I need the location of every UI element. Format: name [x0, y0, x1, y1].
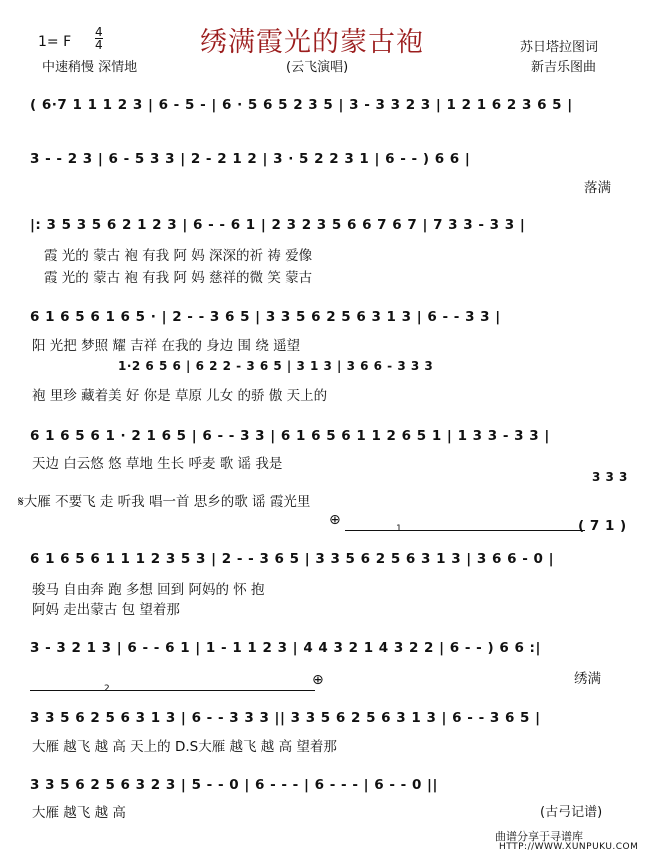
lyric-row-5a: 天边 白云悠 悠 草地 生长 呼麦 歌 谣 我是	[32, 456, 283, 472]
time-sig-top: 4	[95, 25, 103, 39]
score-row-8: 3 3 5 6 2 5 6 3 1 3 | 6 - - 3 3 3 || 3 3 5 6 2 5 6 3 1 3 | 6 - - 3 6 5 |	[30, 710, 541, 726]
lyric-row-5b: 𝄋大雁 不要飞 走 听我 唱一首 思乡的歌 谣 霞光里	[18, 494, 311, 510]
lyric-row-7: 绣满	[574, 671, 601, 687]
score-row-4: 6 1 6 5 6 1 6 5 · | 2 - - 3 6 5 | 3 3 5 6 2 5 6 3 1 3 | 6 - - 3 3 |	[30, 309, 501, 325]
score-row-6: 6 1 6 5 6 1 1 1 2 3 5 3 | 2 - - 3 6 5 | 3 3 5 6 2 5 6 3 1 3 | 3 6 6 - 0 |	[30, 551, 555, 567]
score-row-5-variant: 3 3 3	[592, 470, 628, 484]
coda-sign-icon: ⊕	[329, 512, 341, 528]
score-row-2: 3 - - 2 3 | 6 - 5 3 3 | 2 - 2 1 2 | 3 · 5 2 2 3 1 | 6 - - ) 6 6 |	[30, 151, 471, 167]
key-signature: 1= F	[38, 34, 72, 50]
score-row-4-variant: 1·2 6 5 6 | 6 2 2 - 3 6 5 | 3 1 3 | 3 6 6 - 3 3 3	[118, 359, 434, 373]
score-row-9: 3 3 5 6 2 5 6 3 2 3 | 5 - - 0 | 6 - - - | 6 - - - | 6 - - 0 ||	[30, 777, 438, 793]
lyric-row-2: 落满	[584, 180, 611, 196]
score-row-3: |: 3 5 3 5 6 2 1 2 3 | 6 - - 6 1 | 2 3 2 3 5 6 6 7 6 7 | 7 3 3 - 3 3 |	[30, 217, 526, 233]
time-signature	[95, 26, 103, 51]
song-title: 绣满霞光的蒙古袍	[200, 27, 424, 58]
composer-credit: 新吉乐图曲	[531, 60, 597, 75]
volta-1-label: 1	[396, 524, 402, 534]
volta-line-1	[345, 530, 585, 531]
performer-credit: (云飞演唱)	[286, 60, 349, 75]
volta-2-label: 2	[104, 684, 110, 694]
site-label: 曲谱分享于寻谱库	[495, 830, 583, 843]
transcriber-credit: (古弓记谱)	[540, 805, 603, 820]
lyric-row-3a: 霞 光的 蒙古 袍 有我 阿 妈 深深的祈 祷 爱像	[44, 248, 313, 264]
lyric-row-6b: 阿妈 走出蒙古 包 望着那	[32, 602, 180, 618]
lyric-row-3b: 霞 光的 蒙古 袍 有我 阿 妈 慈祥的微 笑 蒙古	[44, 270, 313, 286]
score-row-5: 6 1 6 5 6 1 · 2 1 6 5 | 6 - - 3 3 | 6 1 6 5 6 1 1 2 6 5 1 | 1 3 3 - 3 3 |	[30, 428, 550, 444]
lyric-row-4b: 袍 里珍 藏着美 好 你是 草原 儿女 的骄 傲 天上的	[32, 388, 328, 404]
lyric-row-6a: 骏马 自由奔 跑 多想 回到 阿妈的 怀 抱	[32, 582, 265, 598]
score-row-1: ( 6·7 1 1 1 2 3 | 6 - 5 - | 6 · 5 6 5 2 3 5 | 3 - 3 3 2 3 | 1 2 1 6 2 3 6 5 |	[30, 97, 573, 113]
time-sig-bottom: 4	[95, 38, 103, 52]
site-url[interactable]: HTTP://WWW.XUNPUKU.COM	[499, 842, 639, 852]
tempo-marking: 中速稍慢 深情地	[42, 60, 138, 75]
lyricist-credit: 苏日塔拉图词	[520, 40, 599, 55]
lyric-row-4a: 阳 光把 梦照 耀 吉祥 在我的 身边 围 绕 遥望	[32, 338, 301, 354]
volta-line-2	[30, 690, 315, 691]
score-row-7: 3 - 3 2 1 3 | 6 - - 6 1 | 1 - 1 1 2 3 | 4 4 3 2 1 4 3 2 2 | 6 - - ) 6 6 :|	[30, 640, 541, 656]
coda-sign-2-icon: ⊕	[312, 672, 324, 688]
lyric-row-9: 大雁 越飞 越 高	[32, 805, 126, 821]
pickup-notes: ( 7 1 )	[578, 518, 627, 534]
lyric-row-8: 大雁 越飞 越 高 天上的 D.S大雁 越飞 越 高 望着那	[32, 739, 337, 755]
